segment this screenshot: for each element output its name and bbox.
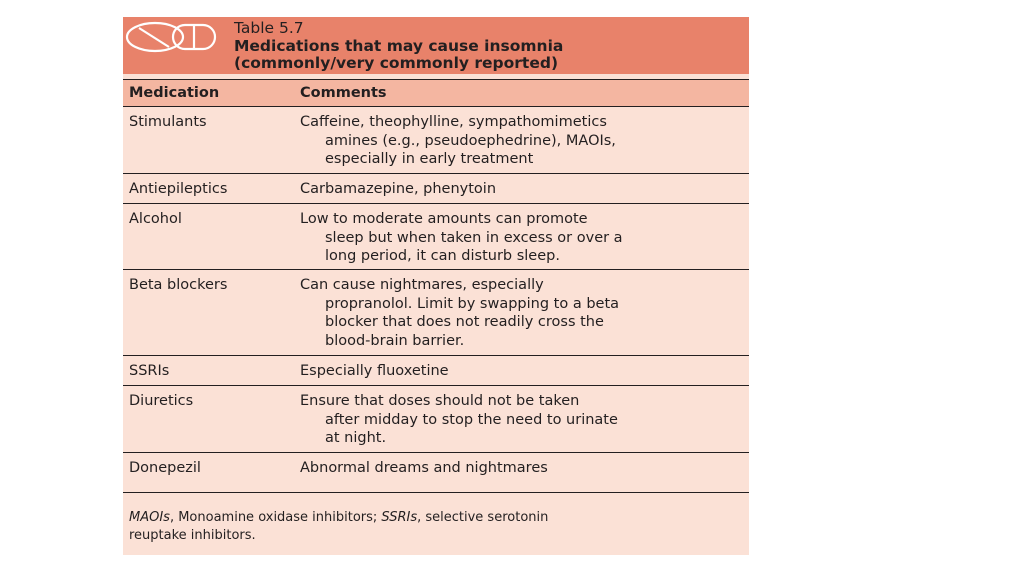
column-header-row xyxy=(123,79,749,107)
medication-cell: Stimulants xyxy=(129,114,207,130)
table-row xyxy=(123,174,749,204)
comment-line: long period, it can disturb sleep. xyxy=(325,248,560,264)
column-header-medication: Medication xyxy=(129,85,220,101)
comment-line: propranolol. Limit by swapping to a beta xyxy=(325,295,620,312)
pill-capsule-icon xyxy=(125,20,217,54)
medication-table xyxy=(123,17,749,555)
title-line-1: Medications that may cause insomnia xyxy=(234,36,564,55)
table-row xyxy=(123,270,749,356)
comments-cell xyxy=(300,113,740,169)
table-row xyxy=(123,204,749,270)
medication-cell: Beta blockers xyxy=(129,277,228,293)
comment-line: Ensure that doses should not be taken xyxy=(300,393,580,409)
comment-line: Can cause nightmares, especially xyxy=(300,277,544,293)
footnote-def-ssris: , selective serotonin xyxy=(417,510,549,525)
table-title xyxy=(234,20,563,73)
footnote-def-maois: , Monoamine oxidase inhibitors; xyxy=(169,510,382,525)
footnote-abbr-ssris: SSRIs xyxy=(381,510,418,525)
comments-cell xyxy=(300,392,740,448)
comment-line: especially in early treatment xyxy=(325,151,534,167)
comments-cell xyxy=(300,459,740,478)
comments-cell xyxy=(300,362,740,381)
comment-line: Caffeine, theophylline, sympathomimetics xyxy=(300,114,607,130)
table-header xyxy=(123,17,749,74)
column-header-comments: Comments xyxy=(300,85,387,101)
table-number: Table 5.7 xyxy=(234,19,304,37)
comment-line: Abnormal dreams and nightmares xyxy=(300,460,548,476)
medication-cell: Alcohol xyxy=(129,211,182,227)
table-footnote xyxy=(129,509,739,545)
comment-line: after midday to stop the need to urinate xyxy=(325,411,618,428)
table-row xyxy=(123,356,749,386)
medication-cell: Donepezil xyxy=(129,460,201,476)
comment-line: Low to moderate amounts can promote xyxy=(300,211,588,227)
table-row xyxy=(123,386,749,453)
medication-cell: Diuretics xyxy=(129,393,194,409)
comments-cell xyxy=(300,276,740,350)
footnote-line-2: reuptake inhibitors. xyxy=(129,528,256,543)
medication-cell: SSRIs xyxy=(129,363,170,379)
medication-cell: Antiepileptics xyxy=(129,181,228,197)
comments-cell xyxy=(300,210,740,266)
footnote-abbr-maois: MAOIs xyxy=(129,510,170,525)
title-line-2: (commonly/very commonly reported) xyxy=(234,54,559,72)
table-row xyxy=(123,107,749,174)
comment-line: blocker that does not readily cross the xyxy=(325,314,604,330)
comment-line: sleep but when taken in excess or over a xyxy=(325,229,623,246)
table-row xyxy=(123,453,749,493)
comment-line: blood-brain barrier. xyxy=(325,332,465,349)
comment-line: Carbamazepine, phenytoin xyxy=(300,181,497,197)
comment-line: amines (e.g., pseudoephedrine), MAOIs, xyxy=(325,132,616,149)
comment-line: Especially fluoxetine xyxy=(300,363,449,379)
comment-line: at night. xyxy=(325,430,387,446)
comments-cell xyxy=(300,180,740,199)
